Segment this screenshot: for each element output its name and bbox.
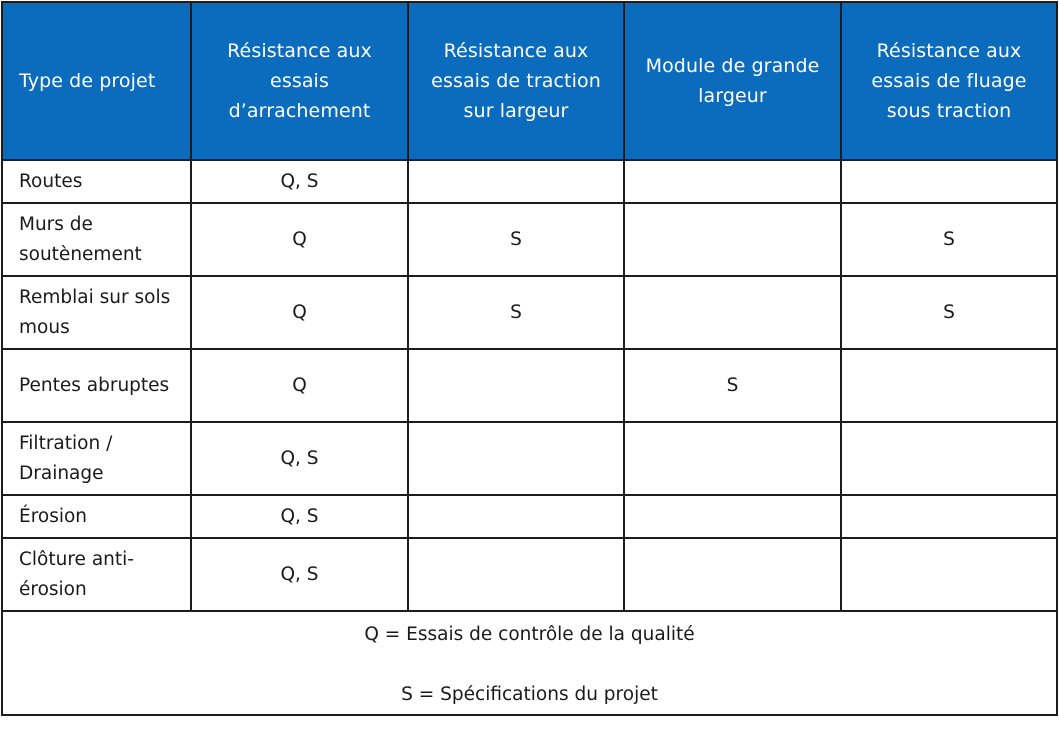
- table-cell: [624, 276, 841, 349]
- column-header-label: Résistance aux essais de fluage sous traction: [871, 40, 1027, 122]
- table-cell: [841, 495, 1057, 538]
- table-cell: Q: [191, 276, 408, 349]
- table-cell: [408, 160, 624, 203]
- column-header-wide-width-modulus: [624, 2, 841, 160]
- table-row: [2, 203, 1057, 276]
- table-cell: S: [841, 276, 1057, 349]
- legend-row: [2, 611, 1057, 715]
- table-cell: [624, 538, 841, 611]
- table-cell: Q, S: [191, 538, 408, 611]
- table-cell: Q, S: [191, 422, 408, 495]
- table-cell: [841, 538, 1057, 611]
- table-cell: [624, 160, 841, 203]
- table-cell: [624, 422, 841, 495]
- table-row: [2, 349, 1057, 422]
- column-header-pullout-resistance: [191, 2, 408, 160]
- column-header-project-type: [2, 2, 191, 160]
- table-row: [2, 495, 1057, 538]
- table-cell: [841, 349, 1057, 422]
- column-header-label: Type de projet: [19, 70, 156, 92]
- header-row: [2, 2, 1057, 160]
- table-cell: [841, 422, 1057, 495]
- table-row: [2, 538, 1057, 611]
- project-type-cell: Pentes abruptes: [2, 349, 191, 422]
- table-cell: [841, 160, 1057, 203]
- project-type-cell: Routes: [2, 160, 191, 203]
- project-type-cell: Filtration / Drainage: [2, 422, 191, 495]
- table-cell: Q, S: [191, 160, 408, 203]
- table-cell: Q, S: [191, 495, 408, 538]
- column-header-label: Module de grande largeur: [645, 55, 820, 107]
- table-cell: [408, 349, 624, 422]
- table-cell: S: [841, 203, 1057, 276]
- column-header-label: Résistance aux essais de traction sur largeur: [431, 40, 601, 122]
- table-row: [2, 160, 1057, 203]
- column-header-label: Résistance aux essais d’arrachement: [227, 40, 372, 122]
- project-type-cell: Remblai sur sols mous: [2, 276, 191, 349]
- column-header-wide-width-tensile: [408, 2, 624, 160]
- table-row: [2, 422, 1057, 495]
- table-cell: Q: [191, 349, 408, 422]
- table-cell: [408, 495, 624, 538]
- test-requirements-table: [1, 1, 1058, 716]
- table-cell: [408, 538, 624, 611]
- project-type-cell: Murs de soutènement: [2, 203, 191, 276]
- table-cell: Q: [191, 203, 408, 276]
- table-cell: S: [624, 349, 841, 422]
- table-cell: [408, 422, 624, 495]
- table-cell: S: [408, 276, 624, 349]
- project-type-cell: Clôture anti-érosion: [2, 538, 191, 611]
- legend-s: S = Spécifications du projet: [401, 684, 658, 705]
- legend-q: Q = Essais de contrôle de la qualité: [364, 624, 695, 645]
- project-type-cell: Érosion: [2, 495, 191, 538]
- table-row: [2, 276, 1057, 349]
- table-cell: [624, 203, 841, 276]
- table-cell: S: [408, 203, 624, 276]
- table-cell: [624, 495, 841, 538]
- legend-cell: [2, 611, 1057, 715]
- column-header-creep-resistance: [841, 2, 1057, 160]
